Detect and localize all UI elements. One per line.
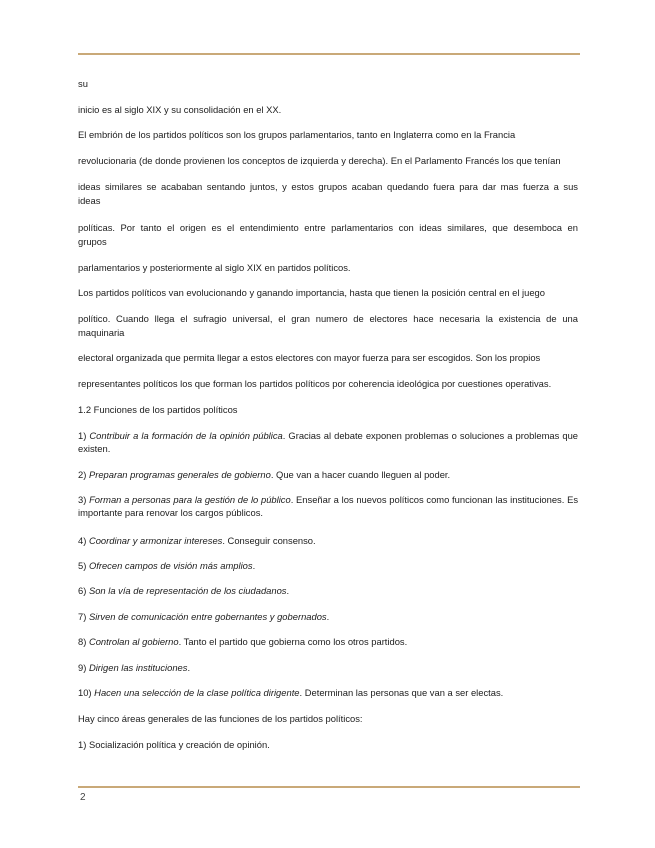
function-title: Forman a personas para la gestión de lo público bbox=[89, 494, 291, 505]
function-item bbox=[78, 430, 578, 455]
function-text: . Determinan las personas que van a ser electas. bbox=[299, 687, 504, 698]
function-text: . Tanto el partido que gobierna como los otros partidos. bbox=[178, 636, 408, 647]
function-number: 10) bbox=[78, 687, 92, 698]
function-number: 2) bbox=[78, 469, 87, 480]
function-item bbox=[78, 687, 578, 700]
body-line: político. Cuando llega el sufragio universal, el gran numero de electores hace necesaria la existencia de una bbox=[78, 313, 578, 324]
body-line: ideas similares se acababan sentando juntos, y estos grupos acaban quedando fuera para dar mas fuerza a sus bbox=[78, 181, 578, 192]
function-item bbox=[78, 585, 578, 598]
function-number: 9) bbox=[78, 662, 87, 673]
footer-rule bbox=[78, 786, 580, 788]
function-item bbox=[78, 535, 578, 548]
body-line: El embrión de los partidos políticos son los grupos parlamentarios, tanto en Inglaterra como en la Francia bbox=[78, 129, 516, 140]
function-item bbox=[78, 611, 578, 624]
areas-intro: Hay cinco áreas generales de las funciones de los partidos políticos: bbox=[78, 713, 363, 724]
function-text: . bbox=[286, 585, 290, 596]
body-line: grupos bbox=[78, 236, 107, 247]
function-item bbox=[78, 469, 578, 482]
function-text: . Conseguir consenso. bbox=[222, 535, 316, 546]
body-line: Los partidos políticos van evolucionando y ganando importancia, hasta que tienen la posición central en el juego bbox=[78, 287, 545, 298]
function-number: 1) bbox=[78, 430, 87, 441]
page-number: 2 bbox=[80, 792, 86, 803]
body-line: maquinaria bbox=[78, 327, 125, 338]
body-line: políticas. Por tanto el origen es el entendimiento entre parlamentarios con ideas similares, que desemboca en bbox=[78, 222, 578, 233]
body-line: electoral organizada que permita llegar a estos electores con mayor fuerza para ser escogidos. Son los propios bbox=[78, 352, 541, 363]
function-number: 3) bbox=[78, 494, 87, 505]
function-item bbox=[78, 662, 578, 675]
body-line: parlamentarios y posteriormente al siglo XIX en partidos políticos. bbox=[78, 262, 351, 273]
function-number: 4) bbox=[78, 535, 87, 546]
function-title: Dirigen las instituciones bbox=[88, 662, 188, 673]
function-title: Ofrecen campos de visión más amplios bbox=[88, 560, 253, 571]
function-number: 8) bbox=[78, 636, 87, 647]
section-heading: 1.2 Funciones de los partidos políticos bbox=[78, 404, 238, 415]
function-text: . bbox=[326, 611, 330, 622]
function-text: . Enseñar a los nuevos políticos como funcionan las instituciones. Es importante para renovar los cargos públicos. bbox=[78, 494, 579, 518]
header-rule bbox=[78, 53, 580, 55]
function-text: . Que van a hacer cuando lleguen al poder. bbox=[270, 469, 451, 480]
function-item bbox=[78, 636, 578, 649]
function-number: 5) bbox=[78, 560, 87, 571]
function-text: . Gracias al debate exponen problemas o soluciones a problemas que existen. bbox=[78, 430, 579, 454]
body-line: revolucionaria (de donde provienen los conceptos de izquierda y derecha). En el Parlamento Francés los que tenían bbox=[78, 155, 561, 166]
body-line: su bbox=[78, 78, 88, 89]
function-title: Contribuir a la formación de la opinión pública bbox=[89, 430, 283, 441]
areas-item: 1) Socialización política y creación de opinión. bbox=[78, 739, 270, 750]
function-title: Preparan programas generales de gobierno bbox=[88, 469, 271, 480]
body-line: inicio es al siglo XIX y su consolidación en el XX. bbox=[78, 104, 282, 115]
body-line: ideas bbox=[78, 195, 101, 206]
function-title: Hacen una selección de la clase política dirigente bbox=[94, 687, 300, 698]
function-title: Sirven de comunicación entre gobernantes y gobernados bbox=[88, 611, 327, 622]
function-number: 7) bbox=[78, 611, 87, 622]
function-title: Coordinar y armonizar intereses bbox=[88, 535, 223, 546]
function-title: Controlan al gobierno bbox=[88, 636, 179, 647]
function-text: . bbox=[187, 662, 191, 673]
function-number: 6) bbox=[78, 585, 87, 596]
function-text: . bbox=[252, 560, 256, 571]
function-title: Son la vía de representación de los ciudadanos bbox=[88, 585, 287, 596]
function-item bbox=[78, 494, 578, 519]
body-line: representantes políticos los que forman los partidos políticos por coherencia ideológica por cuestiones operativas. bbox=[78, 378, 552, 389]
function-item bbox=[78, 560, 578, 573]
